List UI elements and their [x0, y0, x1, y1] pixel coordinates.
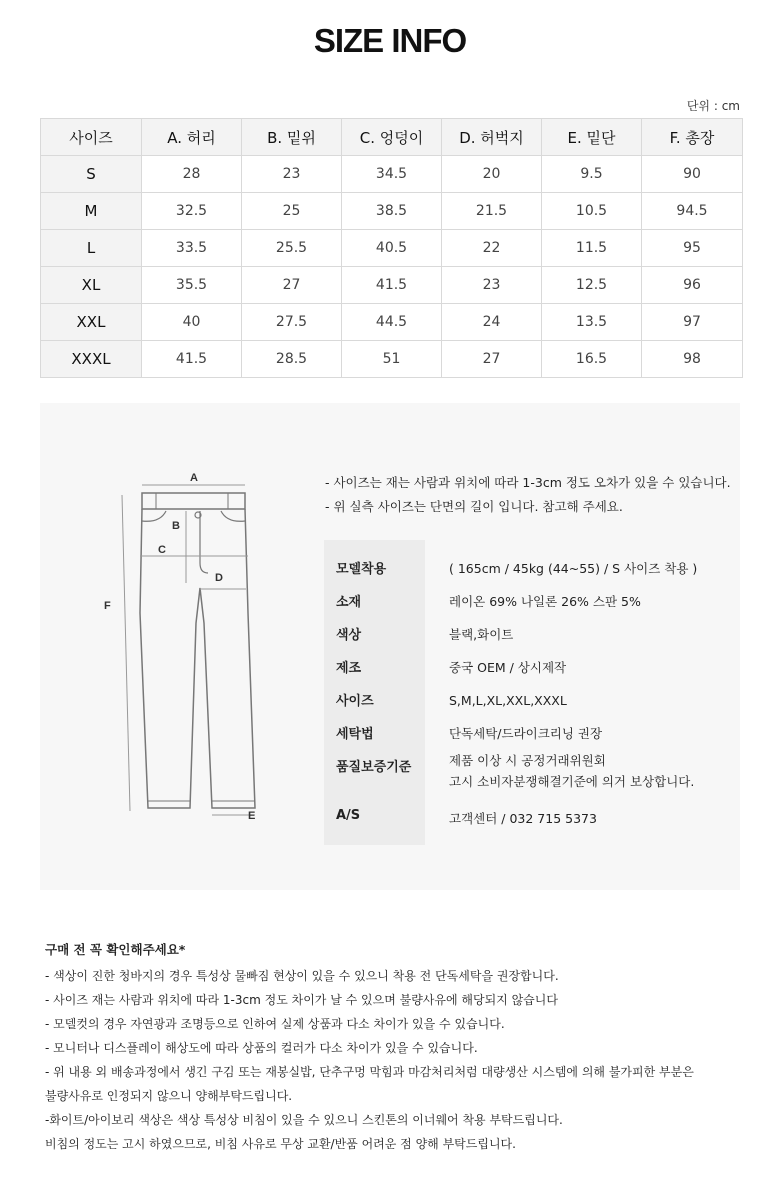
- notice-line: - 사이즈 재는 사람과 위치에 따라 1-3cm 정도 차이가 날 수 있으며 불량사유에 해당되지 않습니다: [45, 993, 558, 1007]
- table-cell: 96: [642, 267, 743, 304]
- table-cell: 32.5: [142, 193, 242, 230]
- info-value: S,M,L,XL,XXL,XXXL: [449, 693, 567, 708]
- table-row: [41, 193, 743, 230]
- pants-diagram: [100, 463, 300, 833]
- info-row-as: [324, 800, 704, 833]
- unit-label: 단위 : cm: [686, 99, 740, 113]
- info-row-sizes: [324, 682, 704, 715]
- note-line: - 위 실측 사이즈는 단면의 길이 입니다. 참고해 주세요.: [325, 499, 623, 514]
- table-cell: 20: [442, 156, 542, 193]
- table-cell: 34.5: [342, 156, 442, 193]
- info-row-manufacture: [324, 649, 704, 682]
- info-key: 모델착용: [324, 550, 425, 583]
- table-cell: 35.5: [142, 267, 242, 304]
- table-cell: 10.5: [542, 193, 642, 230]
- note-line: - 사이즈는 재는 사람과 위치에 따라 1-3cm 정도 오차가 있을 수 있습니다.: [325, 475, 731, 490]
- page-title: SIZE INFO: [313, 22, 467, 59]
- header-hip: C. 엉덩이: [342, 119, 442, 156]
- label-b: B: [172, 520, 180, 532]
- table-cell: XXL: [41, 304, 142, 341]
- table-cell: 94.5: [642, 193, 743, 230]
- header-waist: A. 허리: [142, 119, 242, 156]
- info-row-warranty: [324, 748, 704, 800]
- detail-panel: [40, 403, 740, 890]
- table-cell: 98: [642, 341, 743, 378]
- notice-line: - 모니터나 디스플레이 해상도에 따라 상품의 컬러가 다소 차이가 있을 수 있습니다.: [45, 1041, 478, 1055]
- info-key: 사이즈: [324, 682, 425, 715]
- table-cell: 33.5: [142, 230, 242, 267]
- table-cell: XXXL: [41, 341, 142, 378]
- info-key: 세탁법: [324, 715, 425, 748]
- info-value: 단독세탁/드라이크리닝 권장: [449, 726, 603, 741]
- table-cell: 12.5: [542, 267, 642, 304]
- table-cell: 9.5: [542, 156, 642, 193]
- table-cell: 44.5: [342, 304, 442, 341]
- notice-line: - 모델컷의 경우 자연광과 조명등으로 인하여 실제 상품과 다소 차이가 있을 수 있습니다.: [45, 1017, 505, 1031]
- table-cell: L: [41, 230, 142, 267]
- table-cell: 51: [342, 341, 442, 378]
- table-cell: 25.5: [242, 230, 342, 267]
- info-row-material: [324, 583, 704, 616]
- table-cell: 90: [642, 156, 743, 193]
- info-pad: [324, 833, 425, 845]
- info-value: [449, 750, 694, 792]
- table-cell: 16.5: [542, 341, 642, 378]
- table-row: [41, 230, 743, 267]
- info-value-line: 제품 이상 시 공정거래위원회: [449, 753, 606, 768]
- table-cell: 95: [642, 230, 743, 267]
- table-cell: 28: [142, 156, 242, 193]
- info-key: 소재: [324, 583, 425, 616]
- label-a: A: [190, 472, 198, 484]
- label-c: C: [158, 544, 166, 556]
- notice-line: 불량사유로 인정되지 않으니 양해부탁드립니다.: [45, 1089, 293, 1103]
- table-header-row: [41, 119, 743, 156]
- info-value: 블랙,화이트: [449, 627, 514, 642]
- info-value: ( 165cm / 45kg (44~55) / S 사이즈 착용 ): [449, 561, 698, 576]
- info-row-model: [324, 550, 704, 583]
- info-key: 제조: [324, 649, 425, 682]
- header-length: F. 총장: [642, 119, 743, 156]
- table-row: [41, 156, 743, 193]
- info-value: 레이온 69% 나일론 26% 스판 5%: [449, 594, 641, 609]
- header-size: 사이즈: [41, 119, 142, 156]
- size-table: [40, 118, 743, 378]
- notice-line: 비침의 정도는 고시 하였으므로, 비침 사유로 무상 교환/반품 어려운 점 양해 부탁드립니다.: [45, 1137, 516, 1151]
- label-d: D: [215, 572, 223, 584]
- table-cell: XL: [41, 267, 142, 304]
- info-key: 품질보증기준: [324, 748, 425, 800]
- info-key: A/S: [324, 800, 425, 833]
- notice-line: -화이트/아이보리 색상은 색상 특성상 비침이 있을 수 있으니 스킨톤의 이너웨어 착용 부탁드립니다.: [45, 1113, 563, 1127]
- info-value-line: 고시 소비자분쟁해결기준에 의거 보상합니다.: [449, 774, 695, 789]
- header-thigh: D. 허벅지: [442, 119, 542, 156]
- purchase-notice: [45, 940, 694, 1156]
- info-pad: [324, 540, 425, 550]
- waistband-shape: [142, 493, 245, 509]
- header-hem: E. 밑단: [542, 119, 642, 156]
- table-row: [41, 267, 743, 304]
- table-cell: 23: [242, 156, 342, 193]
- table-cell: 22: [442, 230, 542, 267]
- table-cell: 23: [442, 267, 542, 304]
- info-row-washing: [324, 715, 704, 748]
- notice-line: - 색상이 진한 청바지의 경우 특성상 물빠짐 현상이 있을 수 있으니 착용 전 단독세탁을 권장합니다.: [45, 969, 559, 983]
- table-cell: 41.5: [142, 341, 242, 378]
- table-cell: 13.5: [542, 304, 642, 341]
- info-key: 색상: [324, 616, 425, 649]
- table-cell: 41.5: [342, 267, 442, 304]
- product-info: [324, 540, 704, 845]
- header-rise: B. 밑위: [242, 119, 342, 156]
- notice-title: 구매 전 꼭 확인해주세요*: [45, 942, 186, 957]
- table-cell: S: [41, 156, 142, 193]
- table-cell: 97: [642, 304, 743, 341]
- info-row-color: [324, 616, 704, 649]
- table-cell: 27: [242, 267, 342, 304]
- table-cell: M: [41, 193, 142, 230]
- label-e: E: [248, 810, 256, 822]
- info-value: 중국 OEM / 상시제작: [449, 660, 567, 675]
- table-cell: 27: [442, 341, 542, 378]
- info-value: 고객센터 / 032 715 5373: [449, 811, 597, 826]
- table-cell: 11.5: [542, 230, 642, 267]
- notice-line: - 위 내용 외 배송과정에서 생긴 구김 또는 재봉실밥, 단추구멍 막힘과 마감처리처럼 대량생산 시스템에 의해 불가피한 부분은: [45, 1065, 694, 1079]
- table-cell: 40: [142, 304, 242, 341]
- table-cell: 28.5: [242, 341, 342, 378]
- table-row: [41, 304, 743, 341]
- size-notes: [325, 471, 731, 519]
- table-cell: 25: [242, 193, 342, 230]
- table-cell: 38.5: [342, 193, 442, 230]
- table-cell: 40.5: [342, 230, 442, 267]
- table-cell: 24: [442, 304, 542, 341]
- table-row: [41, 341, 743, 378]
- table-cell: 21.5: [442, 193, 542, 230]
- pants-outline: [138, 509, 150, 833]
- label-f: F: [104, 600, 111, 612]
- table-cell: 27.5: [242, 304, 342, 341]
